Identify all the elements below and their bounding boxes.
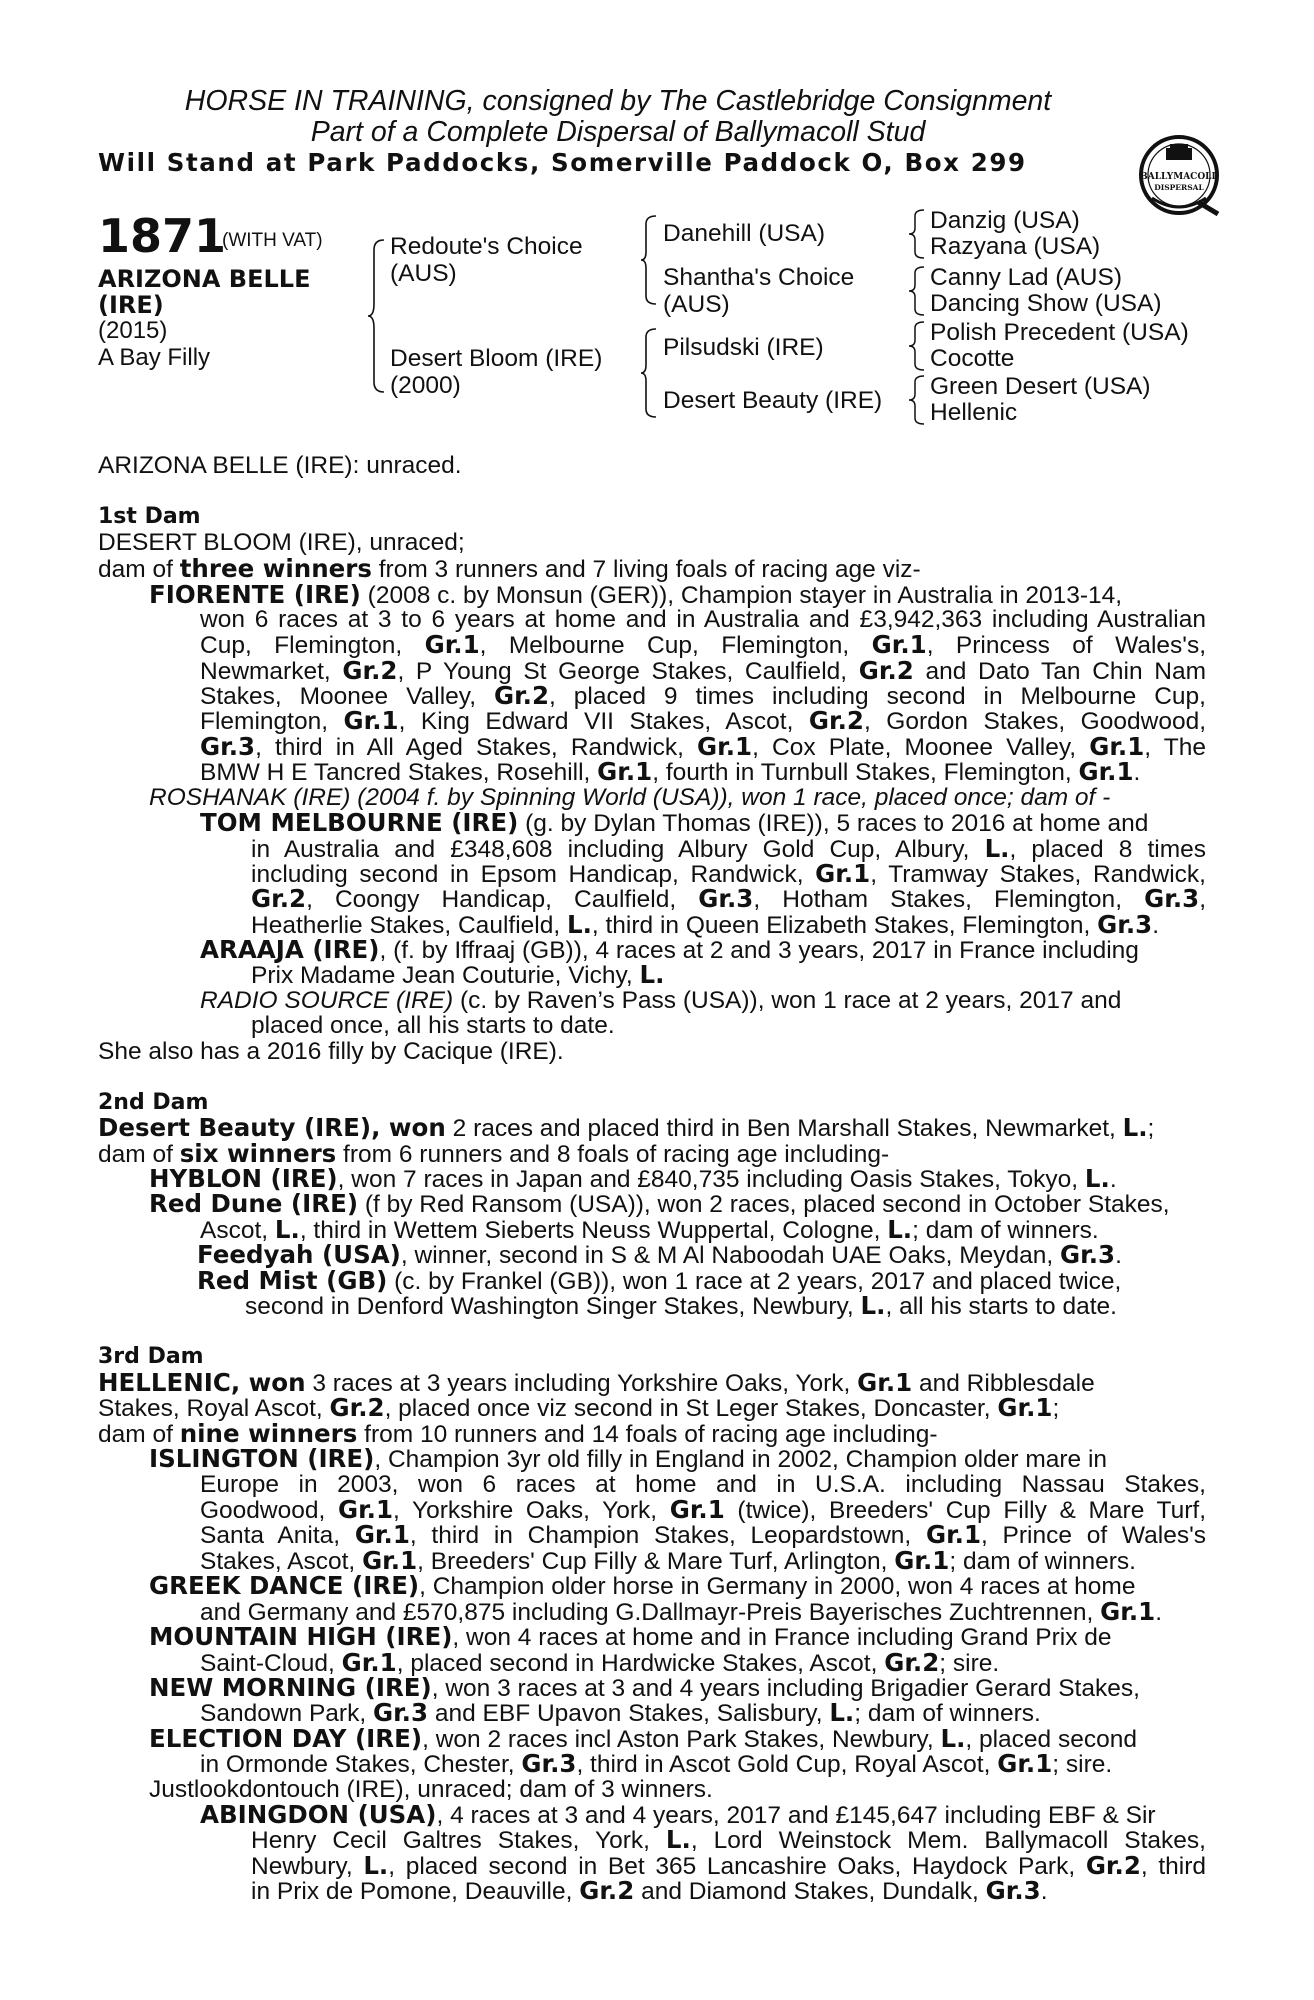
new-morning-name: NEW MORNING (IRE)	[149, 1673, 432, 1702]
ped-ddd: Hellenic	[930, 399, 1018, 426]
abingdon-line2: Henry Cecil Galtres Stakes, York, L., Lord Weinstock Mem. Ballymacoll Stakes,	[251, 1825, 1206, 1854]
horse-name-suffix: (IRE)	[98, 291, 164, 319]
red-dune-line1: Red Dune (IRE) (f by Red Ransom (USA)), won 2 races, placed second in October Stakes,	[149, 1189, 1170, 1218]
tom-melbourne-line5: Heatherlie Stakes, Caulfield, L., third in Queen Elizabeth Stakes, Flemington, Gr.3.	[251, 910, 1159, 939]
red-mist-line1: Red Mist (GB) (c. by Frankel (GB)), won 1 race at 2 years, 2017 and placed twice,	[197, 1266, 1122, 1295]
radio-source-name: RADIO SOURCE (IRE)	[200, 987, 454, 1014]
red-dune-name: Red Dune (IRE)	[149, 1189, 359, 1218]
sire: Redoute's Choice	[390, 233, 583, 260]
sire-country: (AUS)	[390, 260, 457, 287]
vat-note: (WITH VAT)	[222, 230, 323, 251]
ped-dsd: Cocotte	[930, 345, 1015, 372]
tom-melbourne-line1: TOM MELBOURNE (IRE) (g. by Dylan Thomas (IRE)), 5 races to 2016 at home and	[200, 808, 1149, 837]
first-dam-line2: dam of three winners from 3 runners and 7 living foals of racing age viz-	[98, 554, 921, 583]
mountain-high-name: MOUNTAIN HIGH (IRE)	[149, 1622, 453, 1651]
lot-number: 1871	[98, 209, 227, 263]
fiorente-line6: Flemington, Gr.1, King Edward VII Stakes, Ascot, Gr.2, Gordon Stakes, Goodwood,	[200, 706, 1206, 735]
sire-dam-country: (AUS)	[663, 291, 730, 318]
third-dam-line2: Stakes, Royal Ascot, Gr.2, placed once viz second in St Leger Stakes, Doncaster, Gr.1;	[98, 1393, 1060, 1422]
foaling-year: (2015)	[98, 317, 168, 344]
third-dam-line1: HELLENIC, won 3 races at 3 years including Yorkshire Oaks, York, Gr.1 and Ribblesdale	[98, 1368, 1095, 1397]
desert-beauty-name: Desert Beauty (IRE)	[98, 1113, 372, 1142]
islington-line3: Goodwood, Gr.1, Yorkshire Oaks, York, Gr.1 (twice), Breeders' Cup Filly & Mare Turf,	[200, 1495, 1206, 1524]
election-day-line1: ELECTION DAY (IRE), won 2 races incl Aston Park Stakes, Newbury, L., placed second	[149, 1724, 1137, 1753]
ped-dss: Polish Precedent (USA)	[930, 319, 1189, 346]
horse-description: A Bay Filly	[98, 344, 211, 371]
dam: Desert Bloom (IRE)	[390, 345, 603, 372]
abingdon-line4: in Prix de Pomone, Deauville, Gr.2 and Diamond Stakes, Dundalk, Gr.3.	[251, 1876, 1048, 1905]
pedigree-bracket-dam	[640, 327, 662, 419]
greek-dance-line1: GREEK DANCE (IRE), Champion older horse in Germany in 2000, won 4 races at home	[149, 1571, 1136, 1600]
race-summary: ARIZONA BELLE (IRE): unraced.	[98, 452, 462, 479]
election-day-name: ELECTION DAY (IRE)	[149, 1724, 423, 1753]
new-morning-line2: Sandown Park, Gr.3 and EBF Upavon Stakes, Salisbury, L.; dam of winners.	[200, 1698, 1041, 1727]
ballymacoll-dispersal-logo	[1138, 134, 1220, 216]
hyblon-line1: HYBLON (IRE), won 7 races in Japan and £840,735 including Oasis Stakes, Tokyo, L..	[149, 1164, 1117, 1193]
dam-dam: Desert Beauty (IRE)	[663, 387, 883, 414]
election-day-line2: in Ormonde Stakes, Chester, Gr.3, third in Ascot Gold Cup, Royal Ascot, Gr.1; sire.	[200, 1749, 1113, 1778]
radio-source-line1: RADIO SOURCE (IRE) (c. by Raven’s Pass (USA)), won 1 race at 2 years, 2017 and	[200, 987, 1122, 1014]
ped-sss: Danzig (USA)	[930, 207, 1080, 234]
fiorente-name: FIORENTE (IRE)	[149, 580, 361, 609]
greek-dance-line2: and Germany and £570,875 including G.Dallmayr-Preis Bayerisches Zuchtrennen, Gr.1.	[200, 1597, 1163, 1626]
mountain-high-line2: Saint-Cloud, Gr.1, placed second in Hardwicke Stakes, Ascot, Gr.2; sire.	[200, 1648, 1000, 1677]
sire-dam: Shantha's Choice	[663, 264, 855, 291]
first-dam-line1: DESERT BLOOM (IRE), unraced;	[98, 529, 465, 556]
islington-line2: Europe in 2003, won 6 races at home and in U.S.A. including Nassau Stakes,	[200, 1471, 1206, 1498]
hyblon-name: HYBLON (IRE)	[149, 1164, 338, 1193]
second-dam-heading: 2nd Dam	[98, 1090, 209, 1115]
third-dam-heading: 3rd Dam	[98, 1344, 204, 1369]
pedigree-bracket-3	[908, 320, 930, 372]
fiorente-line3: Cup, Flemington, Gr.1, Melbourne Cup, Flemington, Gr.1, Princess of Wales's,	[200, 630, 1206, 659]
dam-sire: Pilsudski (IRE)	[663, 334, 824, 361]
red-mist-line2: second in Denford Washington Singer Stakes, Newbury, L., all his starts to date.	[245, 1291, 1117, 1320]
also-has: She also has a 2016 filly by Cacique (IRE).	[98, 1038, 564, 1065]
pedigree-bracket-2	[908, 265, 930, 317]
fiorente-line7: Gr.3, third in All Aged Stakes, Randwick, Gr.1, Cox Plate, Moonee Valley, Gr.1, The	[200, 732, 1206, 761]
ped-ssd: Razyana (USA)	[930, 233, 1101, 260]
abingdon-line1: ABINGDON (USA), 4 races at 3 and 4 years, 2017 and £145,647 including EBF & Sir	[200, 1800, 1156, 1829]
fiorente-line8: BMW H E Tancred Stakes, Rosehill, Gr.1, fourth in Turnbull Stakes, Flemington, Gr.1.	[200, 757, 1141, 786]
islington-line1: ISLINGTON (IRE), Champion 3yr old filly in England in 2002, Champion older mare in	[149, 1444, 1108, 1473]
mountain-high-line1: MOUNTAIN HIGH (IRE), won 4 races at home and in France including Grand Prix de	[149, 1622, 1112, 1651]
logo-text-top: BALLYMACOLL	[1140, 172, 1218, 182]
horse-name: ARIZONA BELLE	[98, 265, 311, 293]
abingdon-line3: Newbury, L., placed second in Bet 365 Lancashire Oaks, Haydock Park, Gr.2, third	[251, 1851, 1206, 1880]
radio-source-line2: placed once, all his starts to date.	[251, 1012, 615, 1039]
pedigree-bracket-main	[366, 238, 390, 394]
fiorente-line4: Newmarket, Gr.2, P Young St George Stakes, Caulfield, Gr.2 and Dato Tan Chin Nam	[200, 656, 1206, 685]
feedyah-line1: Feedyah (USA), winner, second in S & M Al Naboodah UAE Oaks, Meydan, Gr.3.	[197, 1240, 1122, 1269]
islington-name: ISLINGTON (IRE)	[149, 1444, 375, 1473]
tom-melbourne-line3: including second in Epsom Handicap, Randwick, Gr.1, Tramway Stakes, Randwick,	[251, 859, 1206, 888]
araaja-line1: ARAAJA (IRE), (f. by Iffraaj (GB)), 4 races at 2 and 3 years, 2017 in France including	[200, 935, 1139, 964]
abingdon-name: ABINGDON (USA)	[200, 1800, 437, 1829]
logo-text-bottom: DISPERSAL	[1154, 183, 1204, 192]
second-dam-line1: Desert Beauty (IRE), won 2 races and placed third in Ben Marshall Stakes, Newmarket, L.;	[98, 1113, 1155, 1142]
header-consignor: HORSE IN TRAINING, consigned by The Castlebridge Consignment	[184, 85, 1052, 117]
ped-dds: Green Desert (USA)	[930, 373, 1151, 400]
pedigree-bracket-sire	[640, 214, 662, 306]
fiorente-line1: FIORENTE (IRE) (2008 c. by Monsun (GER)), Champion stayer in Australia in 2013-14,	[149, 580, 1123, 609]
tom-melbourne-name: TOM MELBOURNE (IRE)	[200, 808, 519, 837]
tom-melbourne-line4: Gr.2, Coongy Handicap, Caulfield, Gr.3, Hotham Stakes, Flemington, Gr.3,	[251, 884, 1206, 913]
ped-sds: Canny Lad (AUS)	[930, 264, 1123, 291]
header-location: Will Stand at Park Paddocks, Somerville Paddock O, Box 299	[98, 148, 1027, 177]
fiorente-line5: Stakes, Moonee Valley, Gr.2, placed 9 times including second in Melbourne Cup,	[200, 681, 1206, 710]
red-dune-line2: Ascot, L., third in Wettem Sieberts Neuss Wuppertal, Cologne, L.; dam of winners.	[200, 1215, 1099, 1244]
first-dam-heading: 1st Dam	[98, 504, 201, 529]
header-dispersal: Part of a Complete Dispersal of Ballymacoll Stud	[310, 116, 926, 148]
feedyah-name: Feedyah (USA)	[197, 1240, 401, 1269]
hellenic-name: HELLENIC	[98, 1368, 231, 1397]
new-morning-line1: NEW MORNING (IRE), won 3 races at 3 and 4 years including Brigadier Gerard Stakes,	[149, 1673, 1140, 1702]
second-dam-line2: dam of six winners from 6 runners and 8 foals of racing age including-	[98, 1139, 890, 1168]
araaja-name: ARAAJA (IRE)	[200, 935, 380, 964]
fiorente-line2: won 6 races at 3 to 6 years at home and in Australia and £3,942,363 including Australian	[200, 606, 1206, 633]
pedigree-bracket-4	[908, 374, 930, 426]
pedigree-bracket-1	[908, 208, 930, 260]
greek-dance-name: GREEK DANCE (IRE)	[149, 1571, 420, 1600]
islington-line4: Santa Anita, Gr.1, third in Champion Stakes, Leopardstown, Gr.1, Prince of Wales's	[200, 1520, 1207, 1549]
islington-line5: Stakes, Ascot, Gr.1, Breeders' Cup Filly & Mare Turf, Arlington, Gr.1; dam of winners.	[200, 1546, 1136, 1575]
sire-sire: Danehill (USA)	[663, 220, 826, 247]
red-mist-name: Red Mist (GB)	[197, 1266, 388, 1295]
roshanak-name: ROSHANAK (IRE)	[149, 784, 351, 811]
araaja-line2: Prix Madame Jean Couturie, Vichy, L.	[251, 960, 665, 989]
roshanak-line1: ROSHANAK (IRE) (2004 f. by Spinning World (USA)), won 1 race, placed once; dam of -	[149, 784, 1111, 811]
tom-melbourne-line2: in Australia and £348,608 including Albury Gold Cup, Albury, L., placed 8 times	[251, 834, 1207, 863]
justlookdontouch-line: Justlookdontouch (IRE), unraced; dam of 3 winners.	[149, 1776, 713, 1803]
third-dam-line3: dam of nine winners from 10 runners and 14 foals of racing age including-	[98, 1419, 938, 1448]
dam-year: (2000)	[390, 372, 461, 399]
ped-sdd: Dancing Show (USA)	[930, 290, 1162, 317]
